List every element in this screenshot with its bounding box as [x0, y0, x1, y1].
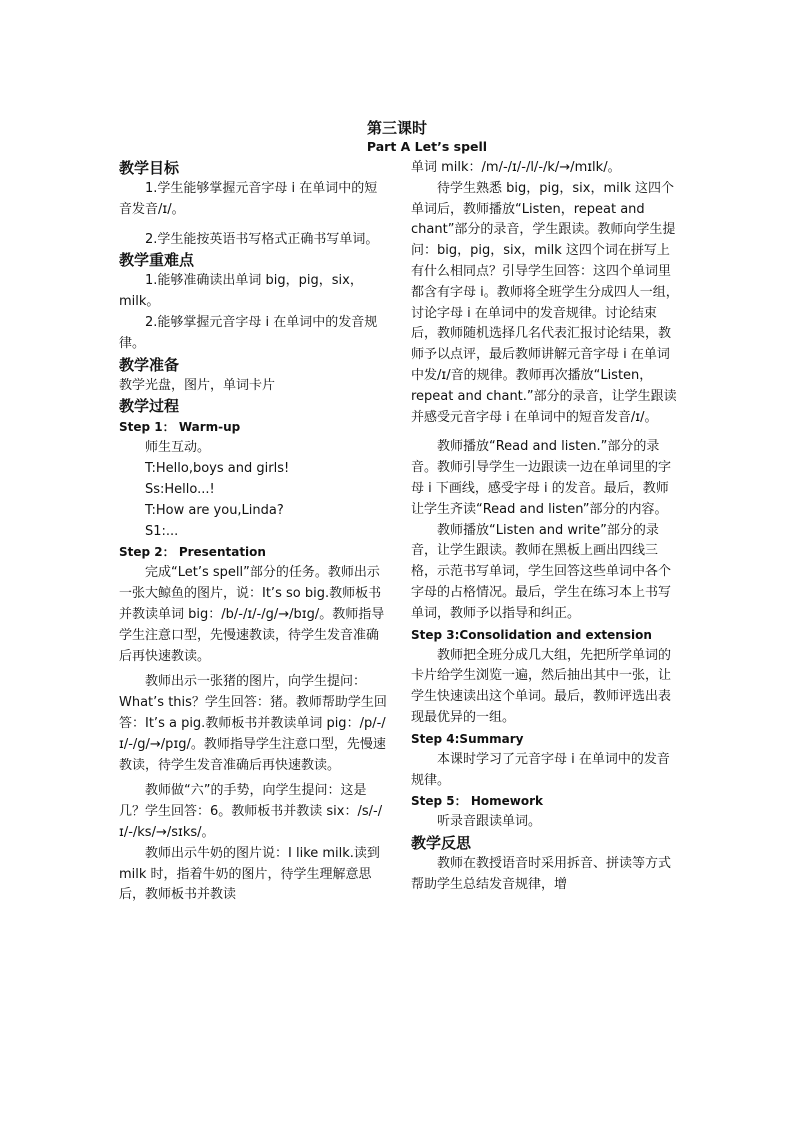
paragraph: 教学光盘，图片，单词卡片 [119, 377, 276, 393]
paragraph: 教师做“六”的手势，向学生提问：这是几？学生回答：6。教师板书并教读 six：/s/-/ɪ/-/ks/→/sɪks/。 [119, 783, 383, 840]
paragraph: 教师播放“Listen and write”部分的录音，让学生跟读。教师在黑板上画出四线三格，示范书写单词，学生回答这些单词中各个字母的占格情况。最后，学生在练习本上书写单词，教师予以指导和纠正。 [411, 522, 672, 621]
step-heading: Step 1： Warm-up [119, 420, 241, 435]
paragraph: 听录音跟读单词。 [437, 814, 542, 830]
section-heading: 教学反思 [411, 834, 472, 853]
section-heading: 教学重难点 [119, 251, 195, 270]
paragraph: 教师播放“Read and listen.”部分的录音。教师引导学生一边跟读一边在单词里的字母 i 下画线，感受字母 i 的发音。最后，教师让学生齐读“Read and listen”部分的内容。 [411, 439, 672, 517]
paragraph: T:How are you,Linda? [145, 502, 284, 518]
paragraph: 教师在教授语音时采用拆音、拼读等方式帮助学生总结发音规律，增 [411, 856, 672, 892]
paragraph: 完成“Let’s spell”部分的任务。教师出示一张大鲸鱼的图片，说：It’s so big.教师板书并教读单词 big：/b/-/ɪ/-/g/→/bɪg/。教师指导学生注意口型，先慢速教读，待学生发音准确后再快速教读。 [119, 565, 385, 664]
step-heading: Step 4:Summary [411, 731, 524, 746]
paragraph: 单词 milk：/m/-/ɪ/-/l/-/k/→/mɪlk/。 [411, 160, 621, 175]
step-heading: Step 5： Homework [411, 794, 543, 809]
paragraph: Ss:Hello...! [145, 481, 215, 497]
lesson-title: 第三课时 [366, 119, 427, 137]
paragraph: T:Hello,boys and girls! [145, 461, 290, 477]
paragraph: 2.学生能按英语书写格式正确书写单词。 [145, 231, 379, 247]
section-heading: 教学过程 [119, 397, 180, 416]
section-heading: 教学目标 [119, 159, 180, 177]
step-heading: Step 2： Presentation [119, 545, 266, 560]
paragraph: 师生互动。 [145, 440, 211, 456]
paragraph: 教师把全班分成几大组，先把所学单词的卡片给学生浏览一遍，然后抽出其中一张，让学生快速读出这个单词。最后，教师评选出表现最优异的一组。 [411, 647, 672, 725]
paragraph: 教师出示牛奶的图片说：I like milk.读到 milk 时，指着牛奶的图片，待学生理解意思后，教师板书并教读 [119, 845, 380, 903]
right-column [411, 158, 681, 896]
paragraph: 2.能够掌握元音字母 i 在单词中的发音规律。 [119, 314, 378, 351]
paragraph: 待学生熟悉 big，pig，six，milk 这四个单词后，教师播放“Listen，repeat and chant”部分的录音，学生跟读。教师向学生提问：big，pig，six，milk 这四个词在拼写上有什么相同点？引导学生回答：这四个单词里都含有字母 i。教师将全班学生分成四人一组，讨论字母 i 在单词中的发音规律。讨论结束后，教师随机选择几名代表汇报讨论结果，教师予以点评，最后教师讲解元音字母 i 在单词中发/ɪ/音的规律。教师再次播放“Listen，repeat and chant.”部分的录音，让学生跟读并感受元音字母 i 在单词中的短音发音/ɪ/。 [411, 180, 679, 425]
paragraph: 1.能够准确读出单词 big，pig，six，milk。 [119, 273, 363, 310]
lesson-subtitle: Part A Let’s spell [366, 139, 488, 154]
step-heading: Step 3:Consolidation and extension [411, 627, 652, 642]
paragraph: 本课时学习了元音字母 i 在单词中的发音规律。 [411, 751, 670, 788]
paragraph: 1.学生能够掌握元音字母 i 在单词中的短音发音/ɪ/。 [119, 181, 378, 217]
section-heading: 教学准备 [119, 355, 180, 374]
left-column [119, 158, 389, 906]
paragraph: 教师出示一张猪的图片，向学生提问：What’s this？学生回答：猪。教师帮助学生回答：It’s a pig.教师板书并教读单词 pig：/p/-/ɪ/-/g/→/pɪg/。教师指导学生注意口型，先慢速教读，待学生发音准确后再快速教读。 [119, 674, 387, 773]
paragraph: S1:... [145, 523, 179, 539]
